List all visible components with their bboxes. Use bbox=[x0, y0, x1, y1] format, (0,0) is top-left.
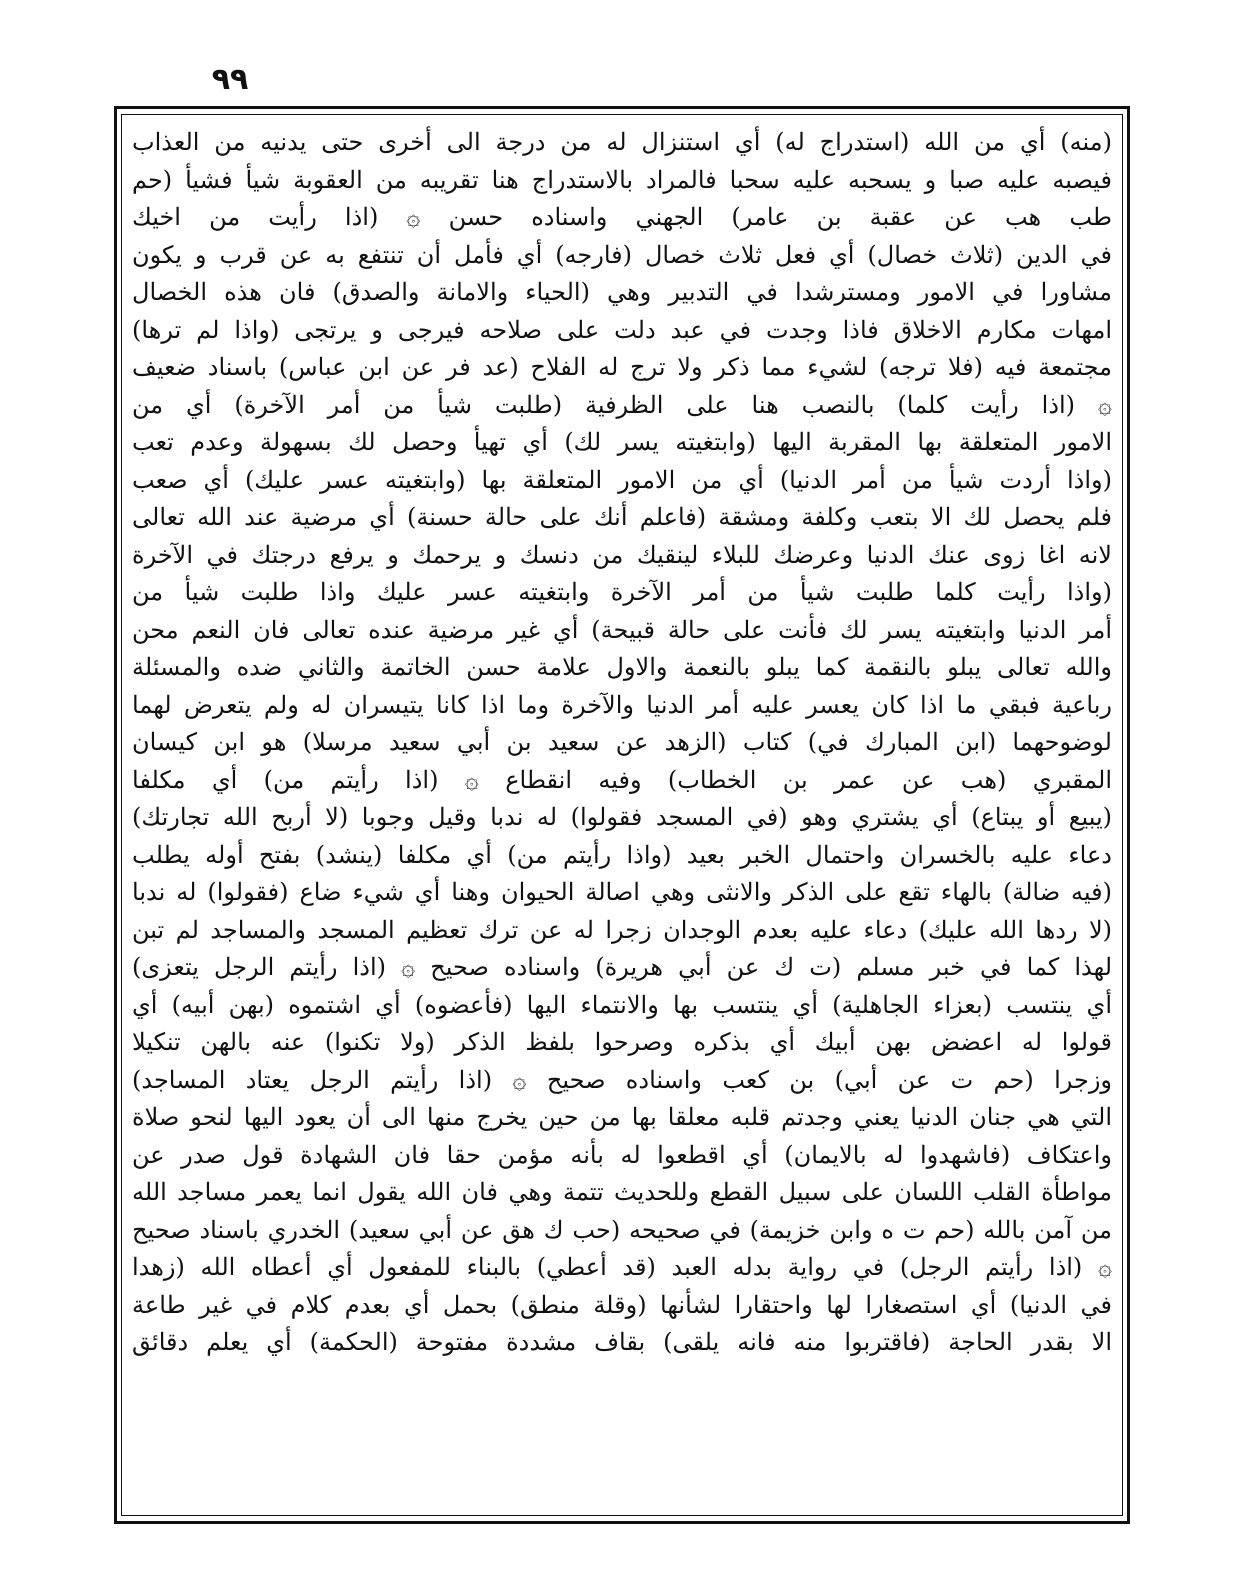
text-line: (منه) أي من الله (استدراج له) أي استنزال له من درجة الى أخرى حتى يدنيه من العذاب bbox=[132, 128, 1112, 156]
text-line: مشاورا في الامور ومسترشدا في التدبير وهي (الحياء والامانة والصدق) فان هذه الخصال bbox=[132, 278, 1112, 306]
text-line: طب هب عن عقبة بن عامر) الجهني واسناده حسن ۞ (اذا رأيت من اخيك bbox=[132, 203, 1112, 231]
text-line: (فيه ضالة) بالهاء تقع على الذكر والانثى وهي اصالة الحيوان وهنا أي شيء ضاع (فقولوا) له ندبا bbox=[132, 878, 1112, 906]
text-line: قولوا له اعضض بهن أبيك أي بذكره وصرحوا بلفظ الذكر (ولا تكنوا) عنه بالهن تنكيلا bbox=[132, 1028, 1112, 1056]
body-text bbox=[132, 124, 1112, 1509]
text-line: رباعية فبقي ما اذا كان يعسر عليه أمر الدنيا والآخرة وما اذا كانا يتيسران له ولم يتعرض لهما bbox=[132, 690, 1112, 719]
text-line: في الدين (ثلاث خصال) أي فعل ثلاث خصال (فارجه) أي فأمل أن تنتفع به عن قرب و يكون bbox=[132, 240, 1112, 269]
text-line: أي ينتسب (بعزاء الجاهلية) أي ينتسب بها والانتماء اليها (فأعضوه) أي اشتموه (بهن أبيه) أي bbox=[132, 990, 1112, 1019]
text-line: الامور المتعلقة بها المقربة اليها (وابتغيته يسر لك) أي تهيأ وحصل لك بسهولة وعدم تعب bbox=[132, 428, 1112, 456]
text-line: المقبري (هب عن عمر بن الخطاب) وفيه انقطاع ۞ (اذا رأيتم من) أي مكلفا bbox=[132, 765, 1112, 794]
text-line: في الدنيا) أي استصغارا لها واحتقارا لشأنها (وقلة منطق) بحمل أي بعدم كلام في غير طاعة bbox=[132, 1290, 1112, 1319]
page-number: ٩٩ bbox=[211, 62, 249, 97]
text-line: مواطأة القلب اللسان على سبيل القطع وللحديث تتمة وهي فان الله يقول انما يعمر مساجد الله bbox=[132, 1178, 1112, 1206]
text-line: التي هي جنان الدنيا يعني وجدتم قلبه معلقا بها من حين يخرج منها الى أن يعود اليها لنحو صلاة bbox=[132, 1103, 1112, 1131]
text-line: لوضوحهما (ابن المبارك في) كتاب (الزهد عن سعيد بن أبي سعيد مرسلا) هو ابن كيسان bbox=[132, 728, 1112, 756]
text-line: لهذا كما في خبر مسلم (ت ك عن أبي هريرة) واسناده صحيح ۞ (اذا رأيتم الرجل يتعزى) bbox=[132, 953, 1112, 981]
text-line: واعتكاف (فاشهدوا له بالايمان) أي اقطعوا له بأنه مؤمن حقا فان الشهادة قول صدر عن bbox=[132, 1140, 1112, 1169]
text-line: والله تعالى يبلو بالنقمة كما يبلو بالنعمة والاول علامة حسن الخاتمة والثاني ضده والمسئلة bbox=[132, 653, 1112, 681]
text-line: مجتمعة فيه (فلا ترجه) لشيء مما ذكر ولا ترج له الفلاح (عد فر عن ابن عباس) باسناد ضعيف bbox=[132, 353, 1112, 381]
text-line: فيصبه عليه صبا و يسحبه عليه سحبا فالمراد بالاستدراج هنا تقريبه من العقوبة شيأ فشيأ (حم bbox=[132, 165, 1112, 194]
text-line: ۞ (اذا رأيتم الرجل) في رواية بدله العبد (قد أعطي) بالبناء للمفعول أي أعطاه الله (زهدا bbox=[132, 1253, 1112, 1281]
text-line: من آمن بالله (حم ت ه وابن خزيمة) في صحيحه (حب ك هق عن أبي سعيد) الخدري باسناد صحيح bbox=[132, 1215, 1112, 1244]
text-line: لانه اغا زوى عنك الدنيا وعرضك للبلاء لينقيك من دنسك و يرحمك و يرفع درجتك في الآخرة bbox=[132, 540, 1112, 569]
text-line: امهات مكارم الاخلاق فاذا وجدت في عبد دلت على صلاحه فيرجى و يرتجى (واذا لم ترها) bbox=[132, 315, 1112, 344]
text-line: (واذا أردت شيأ من أمر الدنيا) أي من الامور المتعلقة بها (وابتغيته عسر عليك) أي صعب bbox=[132, 465, 1112, 494]
text-line: (واذا رأيت كلما طلبت شيأ من أمر الآخرة وابتغيته عسر عليك واذا طلبت شيأ من bbox=[132, 578, 1112, 606]
text-line: فلم يحصل لك الا بتعب وكلفة ومشقة (فاعلم أنك على حالة حسنة) أي مرضية عند الله تعالى bbox=[132, 503, 1112, 531]
text-line: ۞ (اذا رأيت كلما) بالنصب هنا على الظرفية (طلبت شيأ من أمر الآخرة) أي من bbox=[132, 390, 1112, 419]
text-line: (يبيع أو يبتاع) أي يشتري وهو (في المسجد فقولوا) له ندبا وقيل وجوبا (لا أربح الله تجارتك) bbox=[132, 803, 1112, 831]
text-line: وزجرا (حم ت عن أبي) بن كعب واسناده صحيح ۞ (اذا رأيتم الرجل يعتاد المساجد) bbox=[132, 1065, 1112, 1094]
text-line: أمر الدنيا وابتغيته يسر لك فأنت على حالة قبيحة) أي غير مرضية عنده تعالى فان النعم محن bbox=[132, 615, 1112, 644]
text-line: (لا ردها الله عليك) دعاء عليه بعدم الوجدان زجرا له عن ترك تعظيم المسجد والمساجد لم تبن bbox=[132, 915, 1112, 944]
text-line: الا بقدر الحاجة (فاقتربوا منه فانه يلقى) بقاف مشددة مفتوحة (الحكمة) أي يعلم دقائق bbox=[132, 1328, 1112, 1356]
text-line: دعاء عليه بالخسران واحتمال الخبر بعيد (واذا رأيتم من) أي مكلفا (ينشد) بفتح أوله يطلب bbox=[132, 840, 1112, 869]
